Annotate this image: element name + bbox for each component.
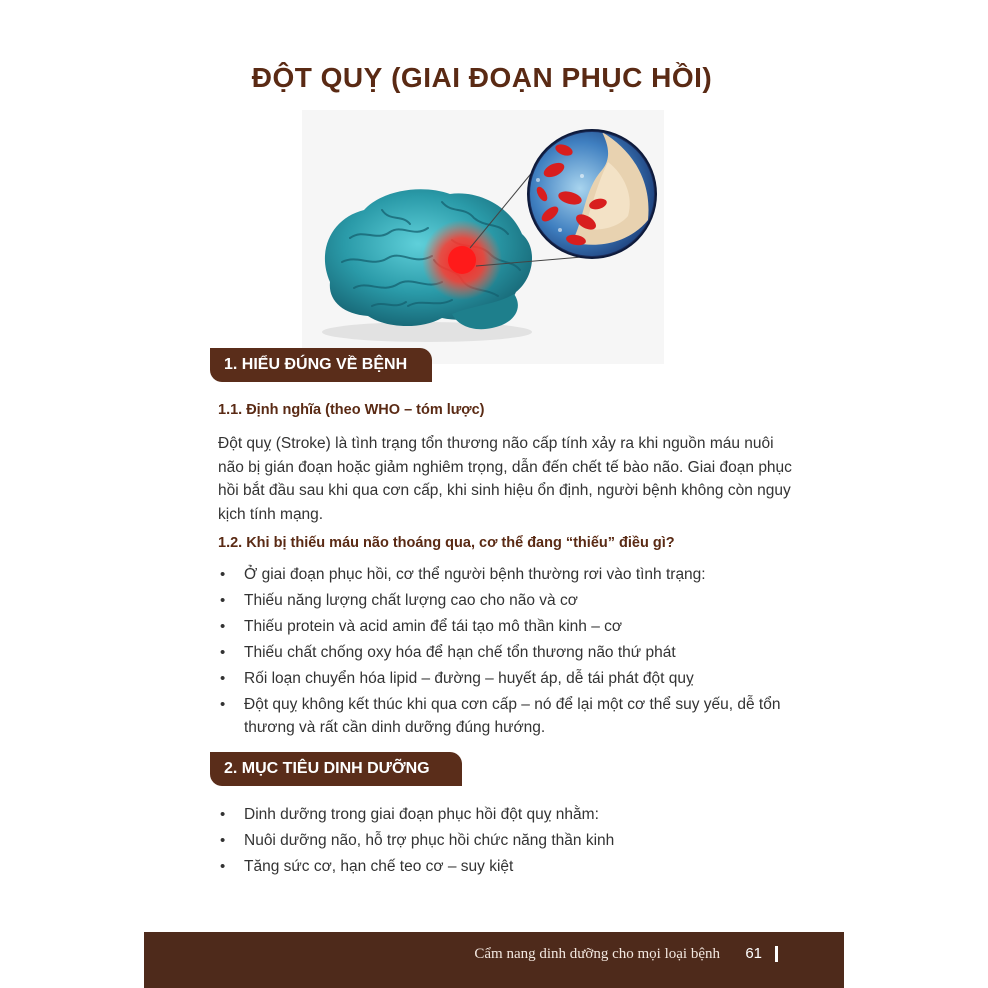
bullet-icon: • <box>220 858 226 875</box>
bullet-icon: • <box>220 566 226 583</box>
list-item: • Thiếu chất chống oxy hóa để hạn chế tổn thương não thứ phát <box>218 641 798 664</box>
list-item: • Tăng sức cơ, hạn chế teo cơ – suy kiệt <box>218 855 798 878</box>
subheading-definition: 1.1. Định nghĩa (theo WHO – tóm lược) <box>218 402 485 418</box>
section-heading-understanding: 1. HIỂU ĐÚNG VỀ BỆNH <box>210 348 432 382</box>
section-heading-nutrition-goals: 2. MỤC TIÊU DINH DƯỠNG <box>210 752 462 786</box>
bullet-icon: • <box>220 806 226 823</box>
nutrition-goals-list <box>218 803 798 881</box>
footer-book-title: Cẩm nang dinh dưỡng cho mọi loại bệnh <box>474 946 720 962</box>
page-marker-bar <box>775 946 778 962</box>
list-item: • Đột quỵ không kết thúc khi qua cơn cấp – nó để lại một cơ thể suy yếu, dễ tổn thương và rất cần dinh dưỡng đúng hướng. <box>218 693 798 739</box>
page-title: ĐỘT QUỴ (GIAI ĐOẠN PHỤC HỒI) <box>251 62 713 93</box>
brain-stroke-illustration <box>302 110 664 364</box>
bullet-icon: • <box>220 592 226 609</box>
bullet-icon: • <box>220 644 226 661</box>
bullet-icon: • <box>220 832 226 849</box>
list-item: • Dinh dưỡng trong giai đoạn phục hồi đột quỵ nhằm: <box>218 803 798 826</box>
bullet-icon: • <box>220 696 226 713</box>
list-item: • Ở giai đoạn phục hồi, cơ thể người bệnh thường rơi vào tình trạng: <box>218 563 798 586</box>
page-footer <box>144 932 844 988</box>
list-item: • Thiếu năng lượng chất lượng cao cho não và cơ <box>218 589 798 612</box>
bullet-icon: • <box>220 618 226 635</box>
page-number: 61 <box>745 945 762 962</box>
definition-paragraph: Đột quỵ (Stroke) là tình trạng tổn thương não cấp tính xảy ra khi nguồn máu nuôi não bị gián đoạn hoặc giảm nghiêm trọng, dẫn đến chết tế bào não. Giai đoạn phục hồi bắt đầu sau khi qua cơn cấp, khi sinh hiệu ổn định, người bệnh không còn nguy kịch tính mạng. <box>218 435 792 523</box>
list-item: • Thiếu protein và acid amin để tái tạo mô thần kinh – cơ <box>218 615 798 638</box>
deficiency-list <box>218 563 798 742</box>
list-item: • Rối loạn chuyển hóa lipid – đường – huyết áp, dễ tái phát đột quỵ <box>218 667 798 690</box>
subheading-deficiency: 1.2. Khi bị thiếu máu não thoáng qua, cơ thể đang “thiếu” điều gì? <box>218 535 675 551</box>
bullet-icon: • <box>220 670 226 687</box>
list-item: • Nuôi dưỡng não, hỗ trợ phục hồi chức năng thần kinh <box>218 829 798 852</box>
